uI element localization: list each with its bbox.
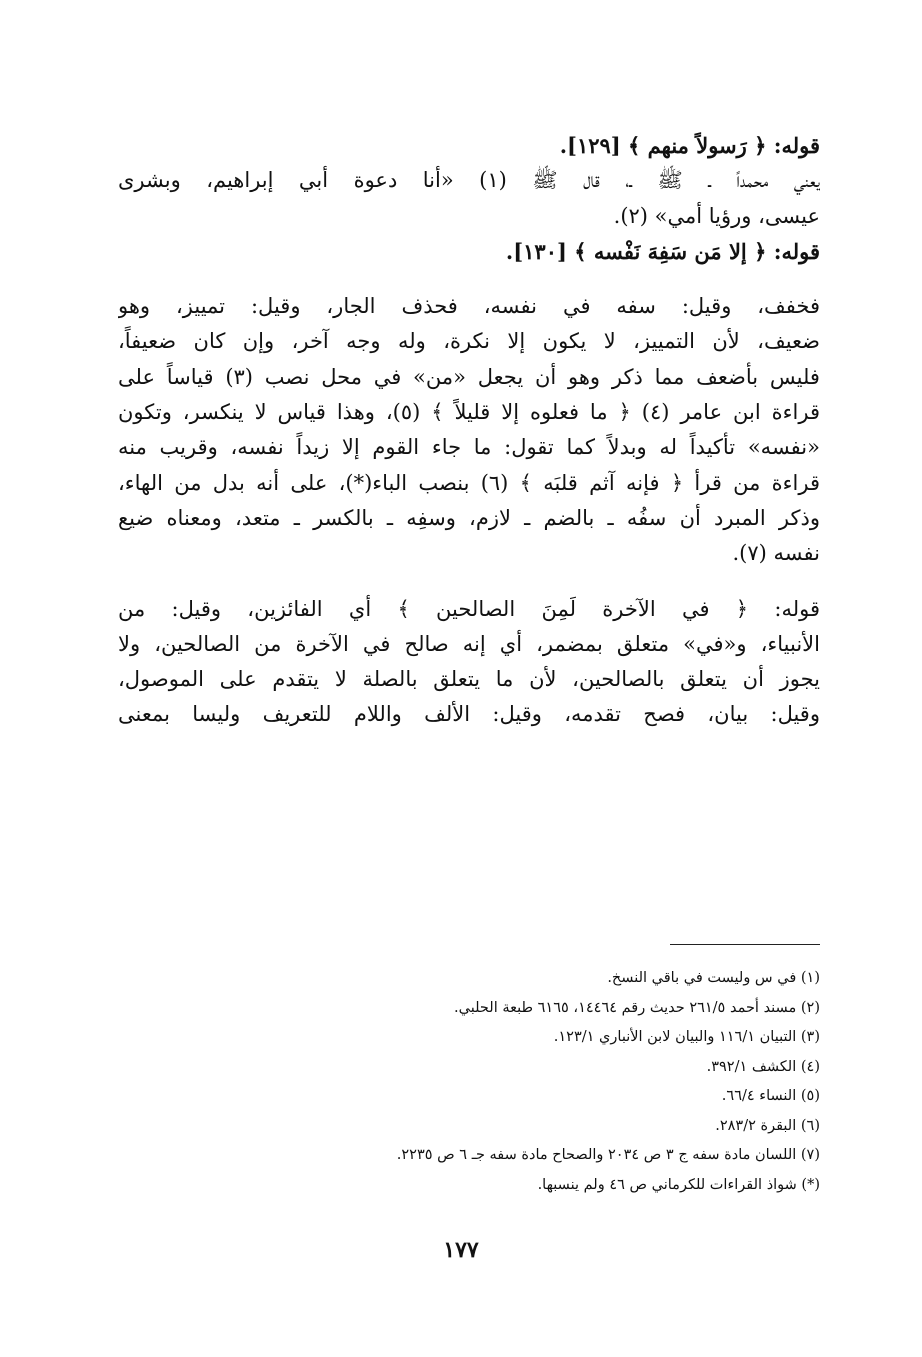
text-line: يعني محمداً ـ ﷺ ـ، قال ﷺ (١) «أنا دعوة أبي إبراهيم، وبشرى <box>118 168 820 193</box>
text-line: «نفسه» تأكيداً له وبدلاً كما تقول: ما جاء القوم إلا زيداً نفسه، وقريب منه <box>118 435 820 460</box>
footnote: (٤) الكشف ٣٩٢/١. <box>706 1058 820 1075</box>
text-line: قراءة ابن عامر (٤) ﴿ ما فعلوه إلا قليلاً ﴾ (٥)، وهذا قياس لا ينكسر، وتكون <box>118 400 820 425</box>
footnote: (٦) البقرة ٢٨٣/٢. <box>715 1117 820 1134</box>
footnote: (٥) النساء ٦٦/٤. <box>721 1088 820 1104</box>
footnote: (٢) مسند أحمد ٢٦١/٥ حديث رقم ١٤٤٦٤، ٦١٦٥ طبعة الحلبي. <box>454 999 820 1016</box>
text-line: قراءة من قرأ ﴿ فإنه آثم قلبَه ﴾ (٦) بنصب الباء(*)، على أنه بدل من الهاء، <box>118 470 820 495</box>
footnote-separator <box>670 944 820 945</box>
text-line: قوله: ﴿ في الآخرة لَمِنَ الصالحين ﴾ أي الفائزين، وقيل: من <box>118 596 820 621</box>
text-line: الأنبياء، و«في» متعلق بمضمر، أي إنه صالح في الآخرة من الصالحين، ولا <box>118 631 820 656</box>
paragraph-gap <box>118 269 820 289</box>
text-line: وقيل: بيان، فصح تقدمه، وقيل: الألف واللام للتعريف وليسا بمعنى <box>118 702 820 727</box>
verse-heading: قوله: ﴿ رَسولاً منهم ﴾ [١٢٩]. <box>559 133 820 158</box>
text-line: عيسى، ورؤيا أمي» (٢). <box>613 203 820 228</box>
text-line: نفسه (٧). <box>732 541 820 566</box>
footnotes <box>200 964 820 1200</box>
text-line: يجوز أن يتعلق بالصالحين، لأن ما يتعلق بالصلة لا يتقدم على الموصول، <box>118 667 820 692</box>
page-number: ١٧٧ <box>443 1237 479 1263</box>
paragraph-gap <box>118 572 820 592</box>
footnote: (٣) التبيان ١١٦/١ والبيان لابن الأنباري ١٢٣/١. <box>553 1029 820 1045</box>
text-line: وذكر المبرد أن سفُه ـ بالضم ـ لازم، وسفِه ـ بالكسر ـ متعد، ومعناه ضيع <box>118 505 820 530</box>
footnote: (*) شواذ القراءات للكرماني ص ٤٦ ولم ينسبها. <box>537 1176 820 1193</box>
main-text <box>118 128 820 733</box>
verse-heading: قوله: ﴿ إلا مَن سَفِهَ نَفْسه ﴾ [١٣٠]. <box>505 238 820 264</box>
text-line: فخفف، وقيل: سفه في نفسه، فحذف الجار، وقيل: تمييز، وهو <box>118 294 820 319</box>
footnote: (١) في س وليست في باقي النسخ. <box>607 970 820 986</box>
footnote: (٧) اللسان مادة سفه ج ٣ ص ٢٠٣٤ والصحاح مادة سفه جـ ٦ ص ٢٢٣٥. <box>396 1147 820 1163</box>
text-line: فليس بأضعف مما ذكر وهو أن يجعل «من» في محل نصب (٣) قياساً على <box>118 364 820 389</box>
text-line: ضعيف، لأن التمييز، لا يكون إلا نكرة، وله وجه آخر، وإن كان ضعيفاً، <box>118 329 820 354</box>
